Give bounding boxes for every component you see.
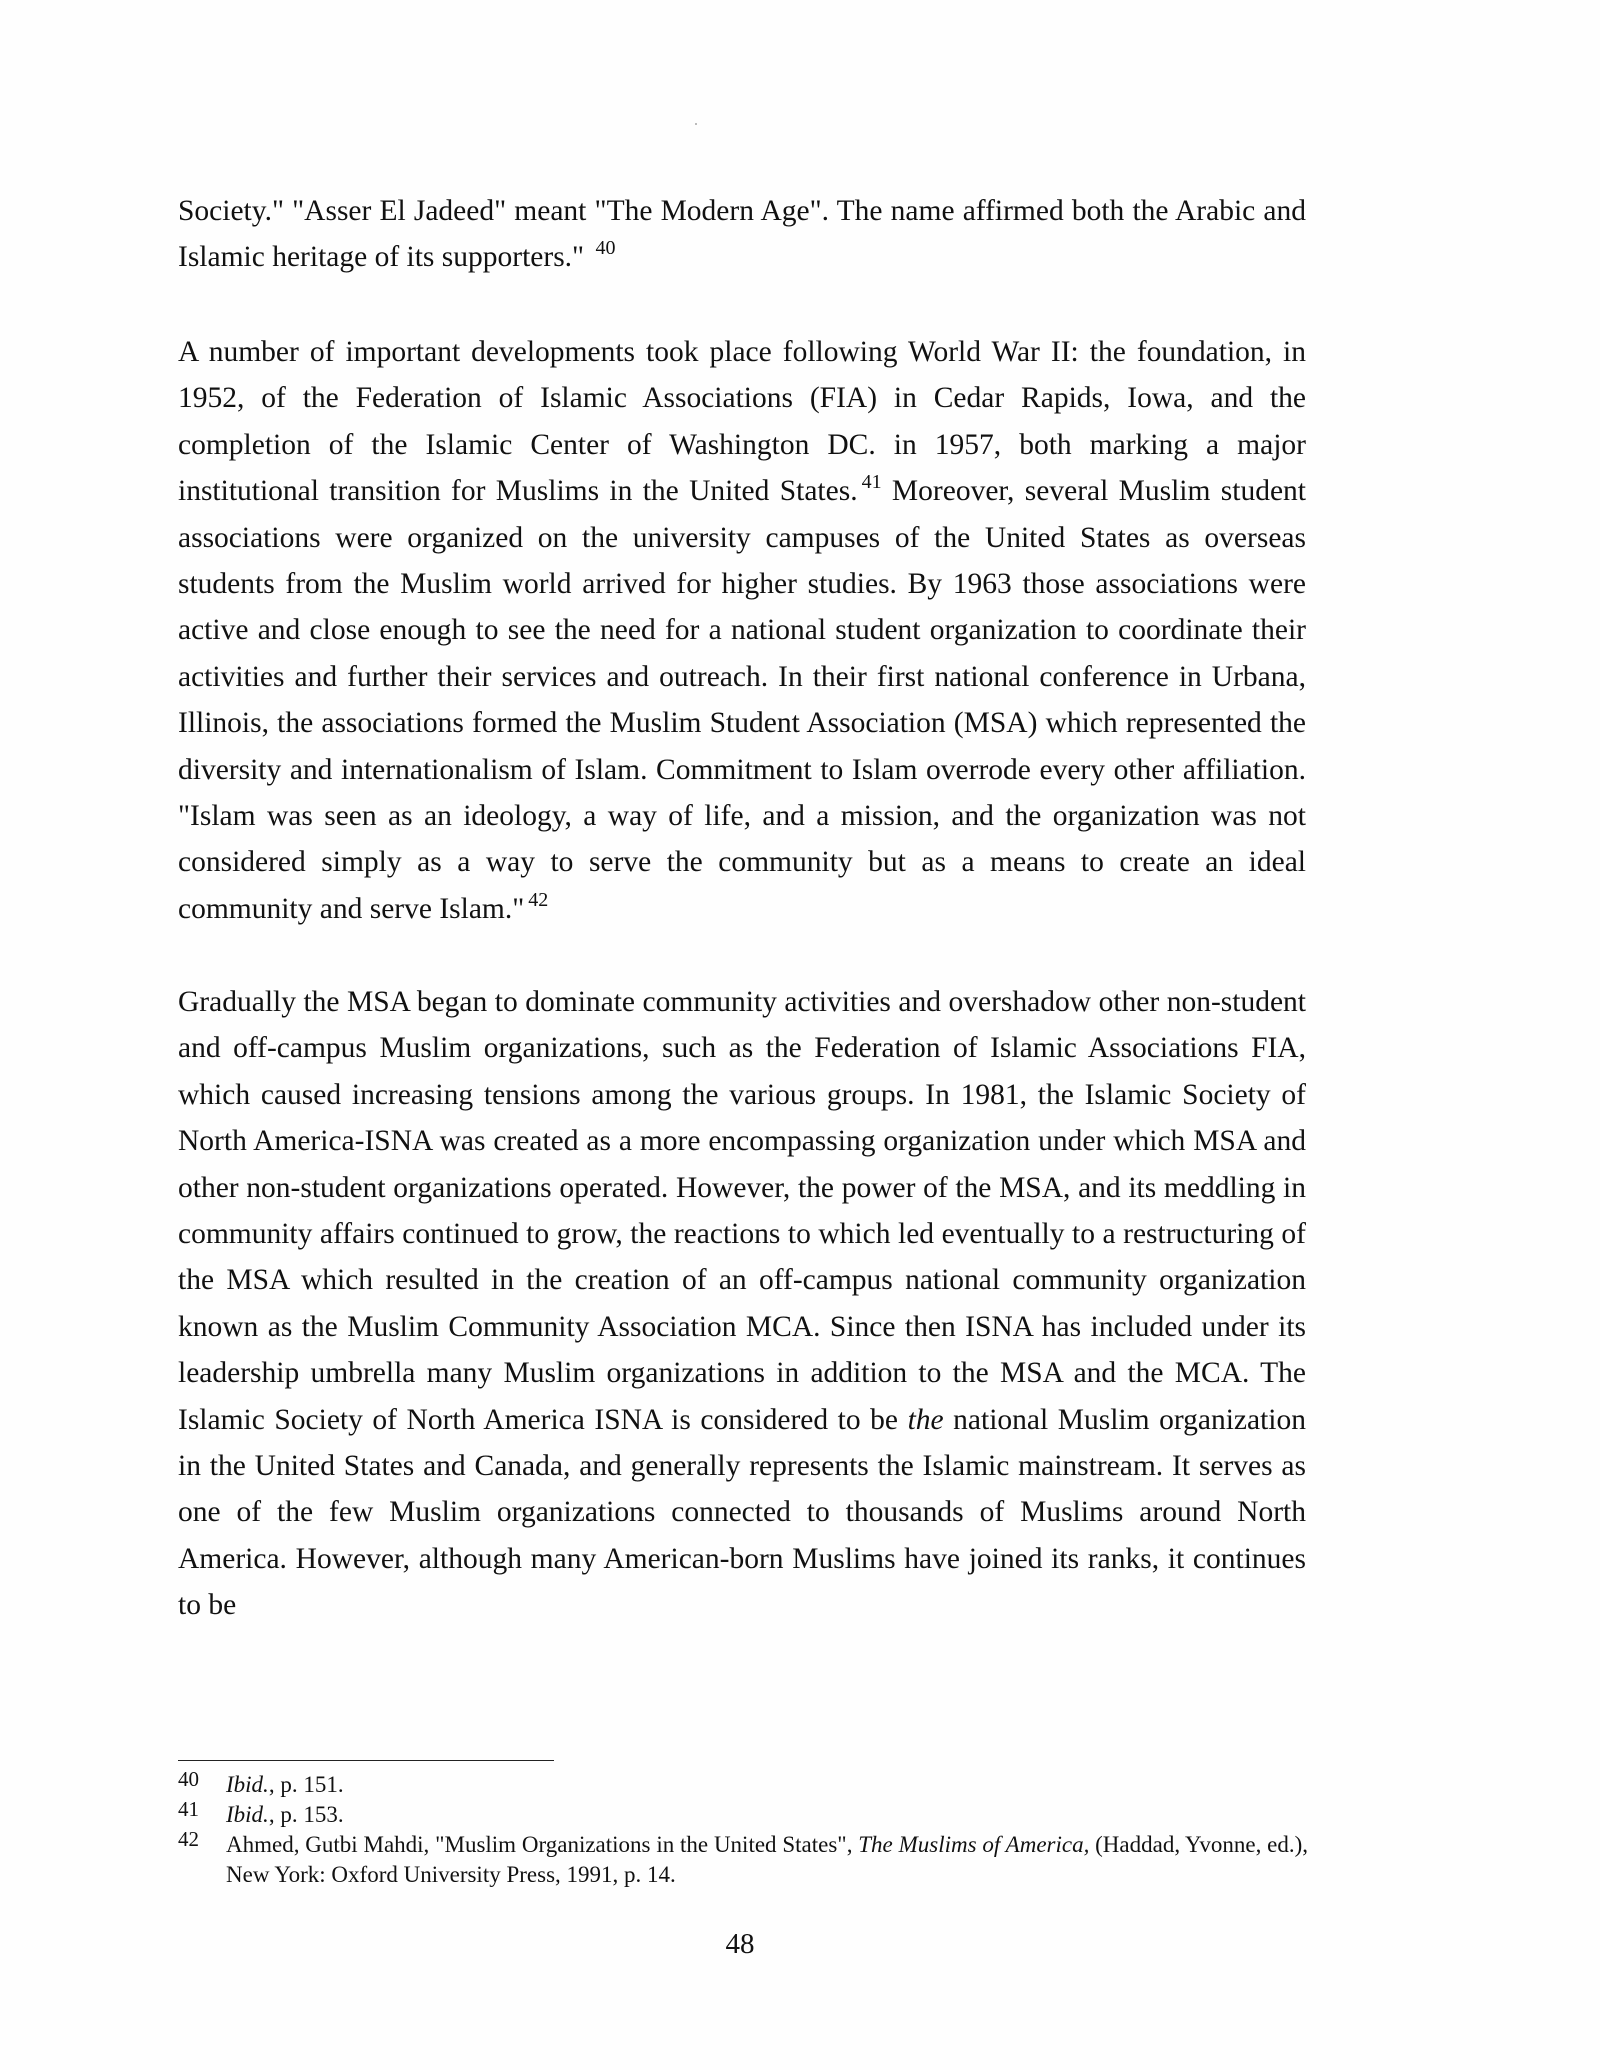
footnote-40 [178, 1767, 1308, 1800]
paragraph-3 [178, 979, 1306, 1629]
footnote-ref-42: 42 [528, 888, 549, 911]
paragraph-text: Moreover, several Muslim student associations were organized on the university campuses of the United States as overseas students from the Muslim world arrived for higher studies. By 1963 those associations were active and close enough to see the need for a national student organization to coordinate their activities and further their services and outreach. In their first national conference in Urbana, Illinois, the associations formed the Muslim Student Association (MSA) which represented the diversity and internationalism of Islam. Commitment to Islam overrode every other affiliation. "Islam was seen as an ideology, a way of life, and a mission, and the organization was not considered simply as a way to serve the community but as a means to create an ideal community and serve Islam." [178, 475, 1307, 925]
footnote-italic: Ibid. [226, 1772, 269, 1797]
footnote-italic: The Muslims of America, [858, 1832, 1090, 1857]
footnote-ref-40: 40 [595, 237, 616, 260]
paragraph-1 [178, 188, 1306, 281]
paragraph-text: A number of important developments took place following World War II: the foundation, in 1952, of the Federation of Islamic Associations (FIA) in Cedar Rapids, Iowa, and the completion of the Islamic Center of Washington DC. in 1957, both marking a major institutional transition for Muslims in the United States. [178, 336, 1306, 508]
page-number: 48 [725, 1928, 755, 1960]
footnote-divider [178, 1760, 554, 1761]
scan-speck [695, 123, 697, 125]
footnote-ref-41: 41 [861, 471, 882, 494]
footnote-41 [178, 1797, 1308, 1830]
paragraph-text: national Muslim organization in the United States and Canada, and generally represents the Islamic mainstream. It serves as one of the few Muslim organizations connected to thousands of Muslims around North America. However, although many American-born Muslims have joined its ranks, it continues to be [178, 1403, 1307, 1622]
footnote-number: 41 [178, 1797, 199, 1821]
footnote-number: 40 [178, 1767, 199, 1791]
footnote-italic: Ibid. [226, 1802, 269, 1827]
footnote-text: , p. 151. [268, 1772, 344, 1797]
footnote-text: (Haddad, Yvonne, ed.), New York: Oxford University Press, 1991, p. 14. [226, 1832, 1309, 1887]
footnote-text: Ahmed, Gutbi Mahdi, "Muslim Organizations in the United States", [226, 1832, 859, 1857]
footnote-text: , p. 153. [268, 1802, 344, 1827]
footnote-42 [178, 1827, 1309, 1890]
emphasis-text: the [907, 1403, 944, 1436]
footnote-number: 42 [178, 1827, 199, 1851]
paragraph-text: Society." "Asser El Jadeed" meant "The Modern Age". The name affirmed both the Arabic and Islamic heritage of its supporters." [178, 195, 1306, 274]
paragraph-text: Gradually the MSA began to dominate community activities and overshadow other non-student and off-campus Muslim organizations, such as the Federation of Islamic Associations FIA, which caused increasing tensions among the various groups. In 1981, the Islamic Society of North America-ISNA was created as a more encompassing organization under which MSA and other non-student organizations operated. However, the power of the MSA, and its meddling in community affairs continued to grow, the reactions to which led eventually to a restructuring of the MSA which resulted in the creation of an off-campus national community organization known as the Muslim Community Association MCA. Since then ISNA has included under its leadership umbrella many Muslim organizations in addition to the MSA and the MCA. The Islamic Society of North America ISNA is considered to be [178, 986, 1306, 1436]
paragraph-2 [178, 329, 1306, 932]
